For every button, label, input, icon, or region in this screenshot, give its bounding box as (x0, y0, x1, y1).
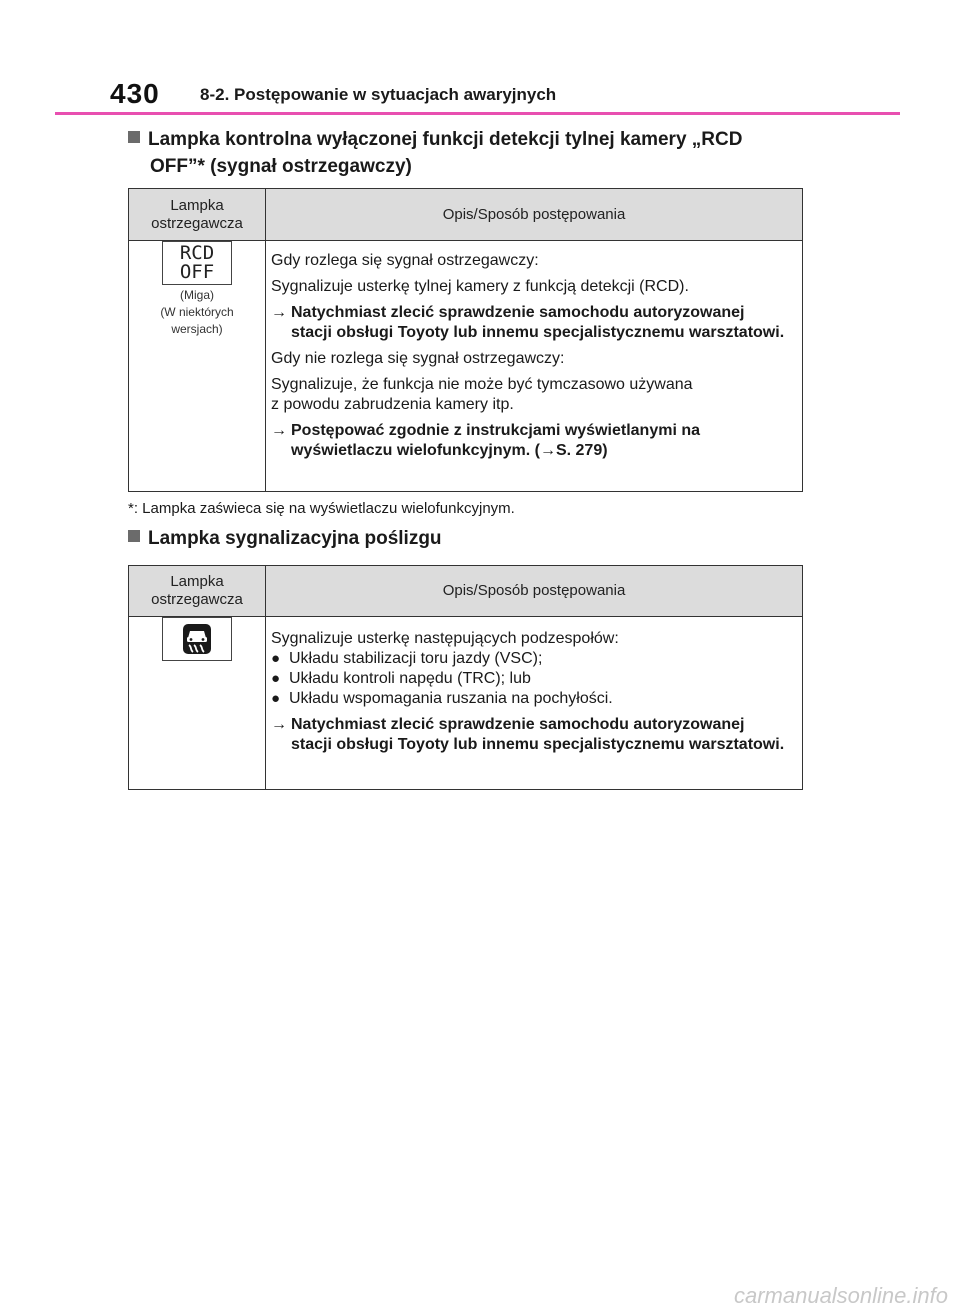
bullet-icon: ● (271, 670, 281, 687)
bullet-icon: ● (271, 690, 281, 707)
watermark: carmanualsonline.info (733, 1283, 948, 1308)
table-header-row (129, 189, 803, 241)
description-cell (266, 241, 803, 492)
skid-indicator-icon (162, 617, 232, 661)
text-intro: Sygnalizuje usterkę następujących podzespołów: (271, 630, 619, 647)
heading-text: Lampka sygnalizacyjna poślizgu (148, 528, 442, 549)
action-follow-text: Postępować zgodnie z instrukcjami wyświetlanymi na wyświetlaczu wielofunkcyjnym. ( (291, 422, 700, 459)
bullet-icon: ● (271, 650, 281, 667)
rcd-warning-table (128, 188, 803, 492)
text-camera-fault: Sygnalizuje usterkę tylnej kamery z funkcją detekcji (RCD). (271, 278, 689, 295)
action-inspect-text: Natychmiast zlecić sprawdzenie samochodu autoryzowanej stacji obsługi Toyoty lub innemu specjalistycznemu warsztatowi. (291, 716, 785, 753)
skid-car-icon (182, 623, 212, 655)
footnote: *: Lampka zaświeca się na wyświetlaczu wielofunkcyjnym. (128, 500, 515, 517)
list-item (271, 649, 788, 669)
col-header-lamp: Lampka ostrzegawcza (129, 189, 266, 241)
rcd-off-icon (162, 241, 232, 285)
col-header-description: Opis/Sposób postępowania (266, 566, 803, 617)
caption-blink: (Miga) (179, 288, 214, 302)
list-item (271, 669, 788, 689)
arrow-icon: → (271, 716, 287, 733)
action-inspect-text: Natychmiast zlecić sprawdzenie samochodu autoryzowanej stacji obsługi Toyoty lub innemu specjalistycznemu warsztatowi. (291, 304, 785, 341)
heading-text-line1: Lampka kontrolna wyłączonej funkcji detekcji tylnej kamery „RCD (148, 129, 743, 150)
heading-square-icon (128, 131, 140, 143)
col-header-lamp: Lampka ostrzegawcza (129, 566, 266, 617)
caption-versions: (W niektórych wersjach) (160, 305, 234, 336)
list-item-text: Układu kontroli napędu (TRC); lub (289, 670, 531, 687)
table-header-row (129, 566, 803, 617)
arrow-icon: → (271, 304, 287, 321)
list-item-text: Układu stabilizacji toru jazdy (VSC); (289, 650, 543, 667)
action-inspect (271, 303, 788, 343)
heading-square-icon (128, 530, 140, 542)
text-buzzer-on: Gdy rozlega się sygnał ostrzegawczy: (271, 252, 539, 269)
chapter-title: 8-2. Postępowanie w sytuacjach awaryjnych (200, 85, 557, 104)
icon-caption (133, 287, 261, 338)
description-cell (266, 617, 803, 790)
list-item (271, 689, 788, 709)
arrow-icon: → (271, 422, 287, 439)
page-reference-link[interactable]: S. 279) (555, 442, 608, 459)
table-row (129, 241, 803, 492)
text-temporary-unavailable (271, 375, 788, 415)
text-buzzer-off: Gdy nie rozlega się sygnał ostrzegawczy: (271, 350, 565, 367)
icon-cell (129, 241, 266, 492)
rcd-icon-text-2: OFF (179, 261, 215, 283)
list-item-text: Układu wspomagania ruszania na pochyłości. (289, 690, 613, 707)
action-follow-instructions (271, 421, 788, 461)
section-heading-rcd-off (128, 126, 742, 180)
page-header (0, 0, 960, 118)
arrow-icon: → (539, 442, 556, 459)
rcd-icon-text-1: RCD (179, 242, 215, 264)
table-row (129, 617, 803, 790)
icon-cell (129, 617, 266, 790)
heading-text-line2: OFF”* (sygnał ostrzegawczy) (150, 156, 412, 177)
page-number: 430 (110, 78, 160, 109)
action-inspect (271, 715, 788, 755)
text-temporary-line2: z powodu zabrudzenia kamery itp. (271, 396, 514, 413)
text-temporary-line1: Sygnalizuje, że funkcja nie może być tymczasowo używana (271, 376, 693, 393)
header-rule (55, 112, 900, 115)
skid-warning-table (128, 565, 803, 790)
section-heading-skid (128, 525, 442, 552)
col-header-description: Opis/Sposób postępowania (266, 189, 803, 241)
